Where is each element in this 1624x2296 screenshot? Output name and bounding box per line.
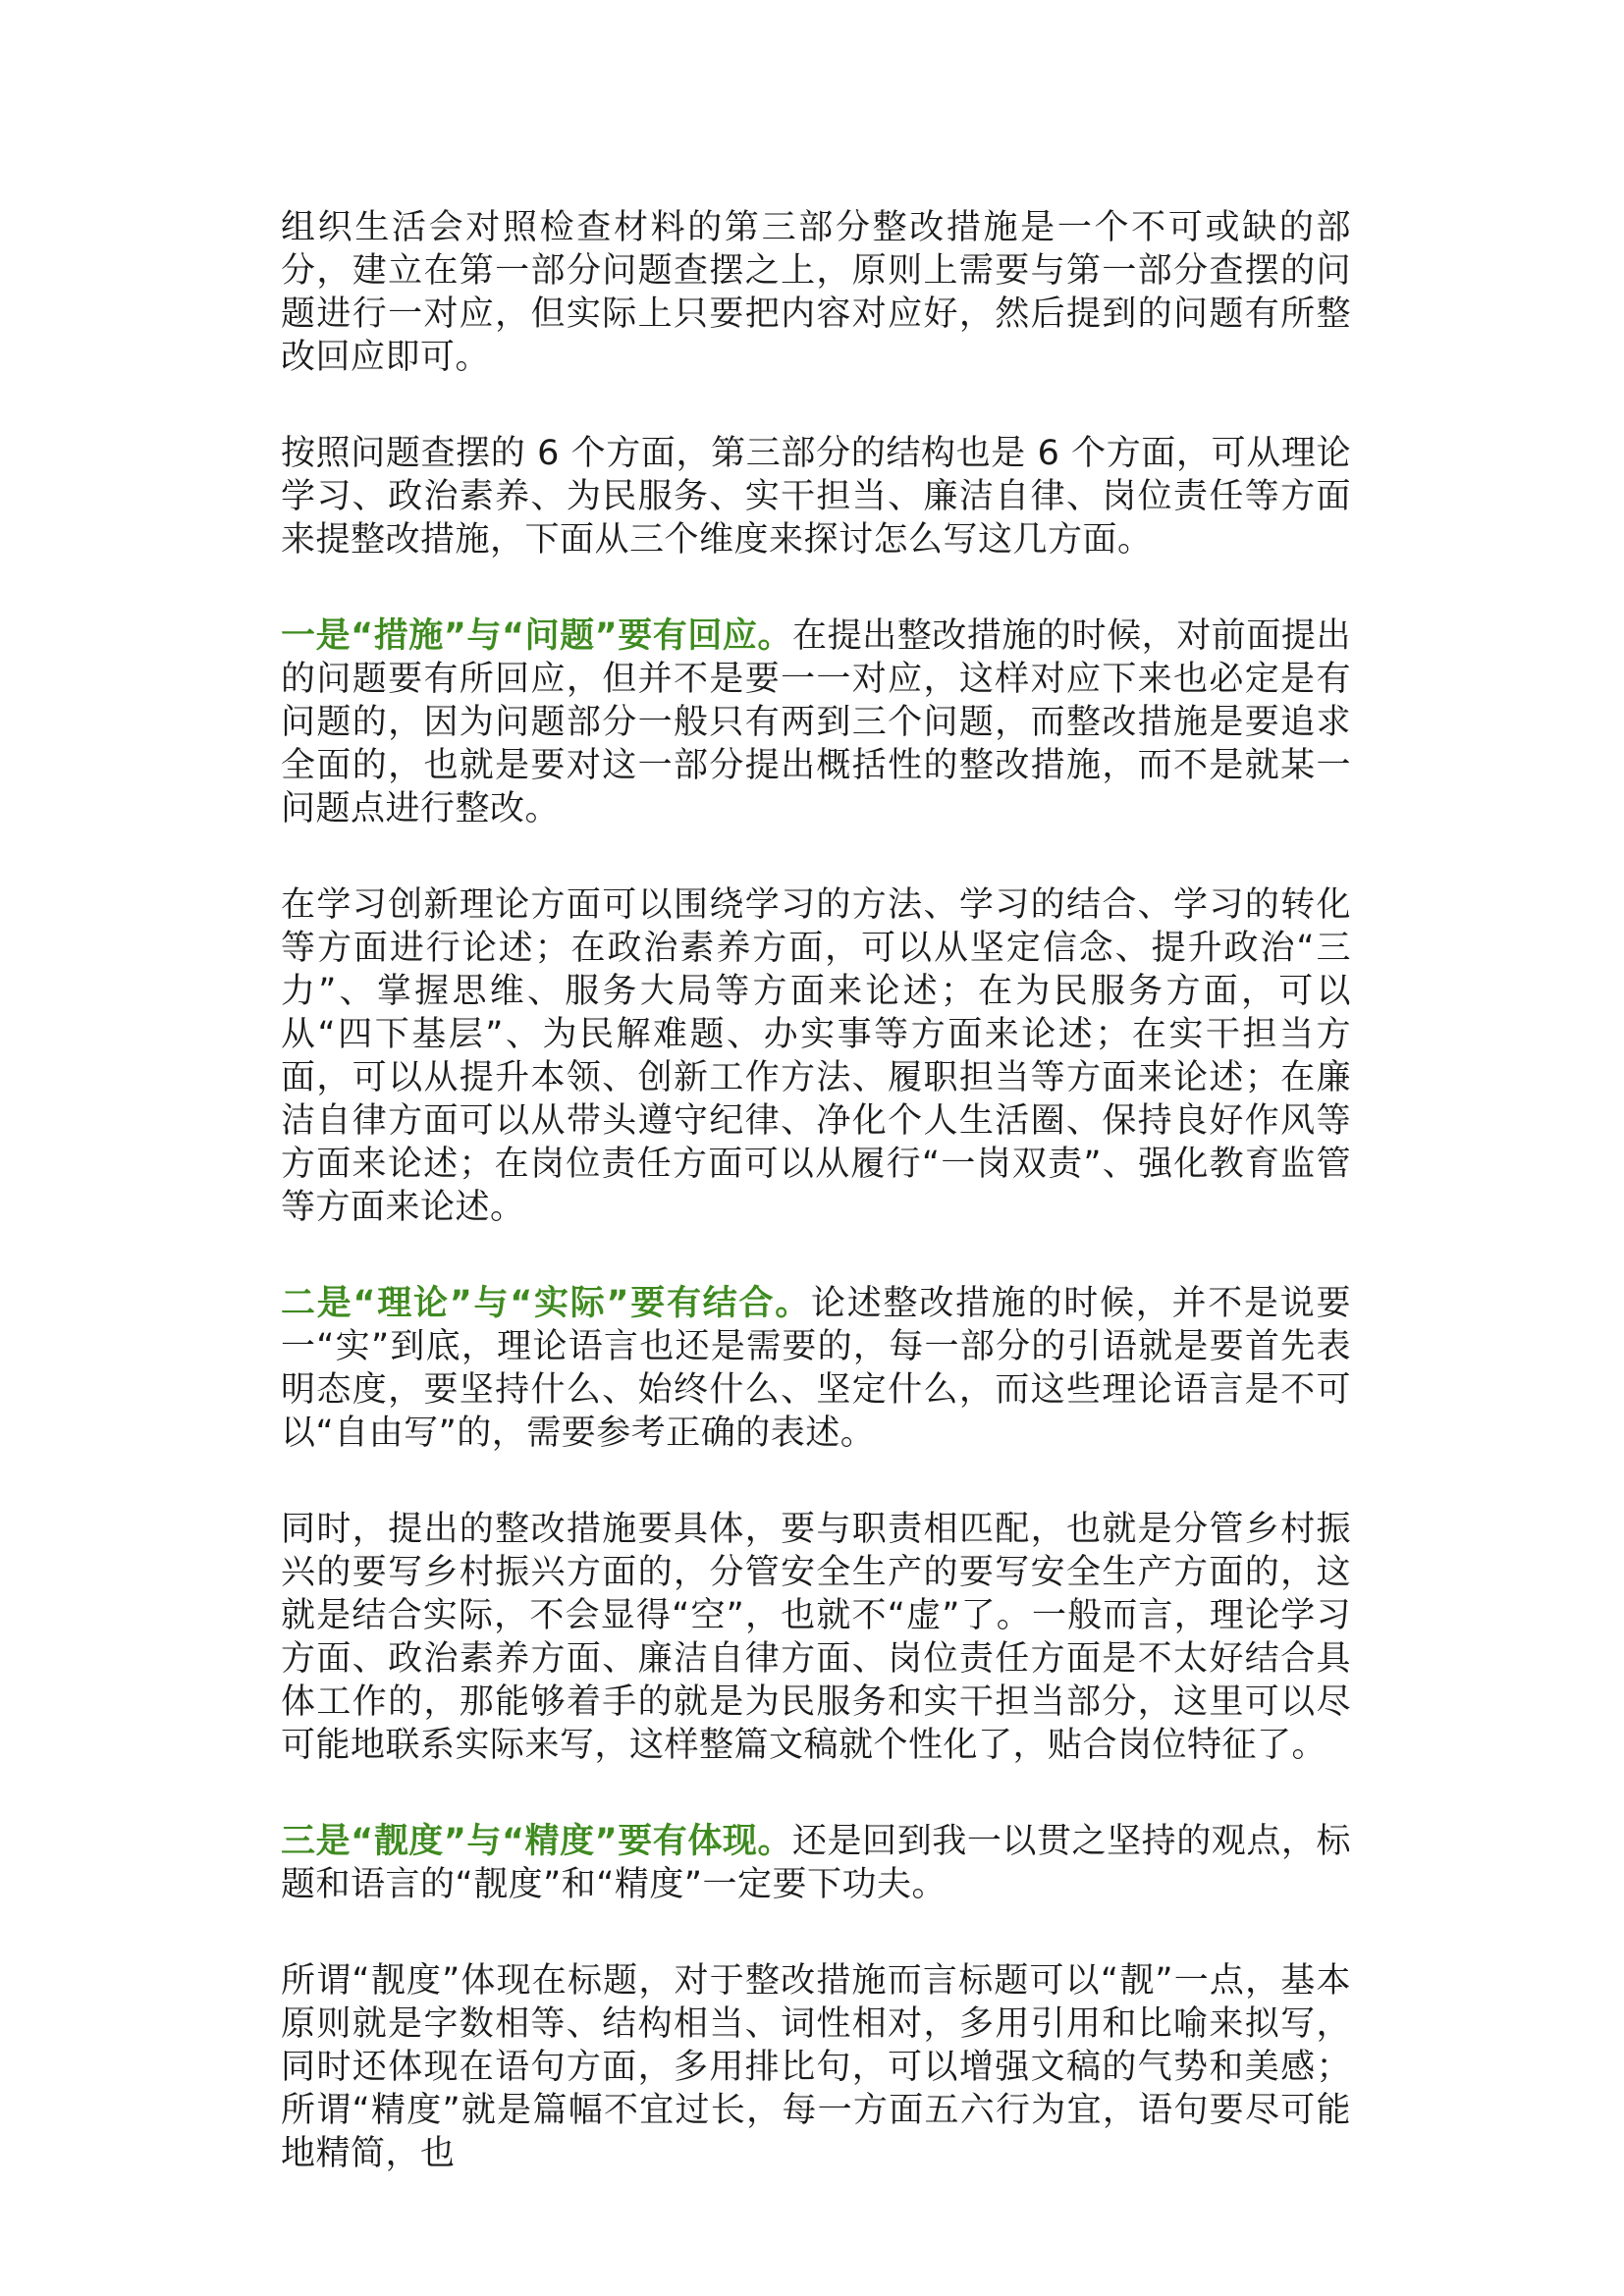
section-heading-two: 二是“理论”与“实际”要有结合。 bbox=[281, 1284, 811, 1323]
paragraph-point-three bbox=[281, 1820, 1351, 1906]
section-heading-one: 一是“措施”与“问题”要有回应。 bbox=[281, 616, 793, 656]
paragraph-point-two bbox=[281, 1282, 1351, 1455]
paragraph-concrete bbox=[281, 1508, 1351, 1767]
paragraph-text: 论述整改措施的时候，并不是说要一“实”到底，理论语言也还是需要的，每一部分的引语就是要首先表明态度，要坚持什么、始终什么、坚定什么，而这些理论语言是不可以“自由写”的，需要参考正确的表述。 bbox=[281, 1284, 1351, 1453]
paragraph-text: 按照问题查摆的 6 个方面，第三部分的结构也是 6 个方面，可从理论学习、政治素养、为民服务、实干担当、廉洁自律、岗位责任等方面来提整改措施，下面从三个维度来探讨怎么写这几方面。 bbox=[281, 434, 1351, 560]
paragraph-text: 在提出整改措施的时候，对前面提出的问题要有所回应，但并不是要一一对应，这样对应下来也必定是有问题的，因为问题部分一般只有两到三个问题，而整改措施是要追求全面的，也就是要对这一部分提出概括性的整改措施，而不是就某一问题点进行整改。 bbox=[281, 616, 1351, 828]
paragraph-structure bbox=[281, 432, 1351, 561]
paragraph-text: 同时，提出的整改措施要具体，要与职责相匹配，也就是分管乡村振兴的要写乡村振兴方面的，分管安全生产的要写安全生产方面的，这就是结合实际，不会显得“空”，也就不“虚”了。一般而言，理论学习方面、政治素养方面、廉洁自律方面、岗位责任方面是不太好结合具体工作的，那能够着手的就是为民服务和实干担当部分，这里可以尽可能地联系实际来写，这样整篇文稿就个性化了，贴合岗位特征了。 bbox=[281, 1510, 1351, 1765]
paragraph-text: 所谓“靓度”体现在标题，对于整改措施而言标题可以“靓”一点，基本原则就是字数相等、结构相当、词性相对，多用引用和比喻来拟写，同时还体现在语句方面，多用排比句，可以增强文稿的气势和美感；所谓“精度”就是篇幅不宜过长，每一方面五六行为宜，语句要尽可能地精简，也 bbox=[281, 1961, 1351, 2173]
paragraph-text: 组织生活会对照检查材料的第三部分整改措施是一个不可或缺的部分，建立在第一部分问题查摆之上，原则上需要与第一部分查摆的问题进行一对应，但实际上只要把内容对应好，然后提到的问题有所整改回应即可。 bbox=[281, 208, 1351, 377]
paragraph-text: 还是回到我一以贯之坚持的观点，标题和语言的“靓度”和“精度”一定要下功夫。 bbox=[281, 1822, 1351, 1904]
document-body bbox=[281, 206, 1351, 2228]
paragraph-intro bbox=[281, 206, 1351, 379]
paragraph-point-one bbox=[281, 614, 1351, 830]
paragraph-text: 在学习创新理论方面可以围绕学习的方法、学习的结合、学习的转化等方面进行论述；在政治素养方面，可以从坚定信念、提升政治“三力”、掌握思维、服务大局等方面来论述；在为民服务方面，可以从“四下基层”、为民解难题、办实事等方面来论述；在实干担当方面，可以从提升本领、创新工作方法、履职担当等方面来论述；在廉洁自律方面可以从带头遵守纪律、净化个人生活圈、保持良好作风等方面来论述；在岗位责任方面可以从履行“一岗双责”、强化教育监管等方面来论述。 bbox=[281, 885, 1351, 1227]
section-heading-three: 三是“靓度”与“精度”要有体现。 bbox=[281, 1822, 793, 1861]
paragraph-aspects bbox=[281, 883, 1351, 1229]
paragraph-style bbox=[281, 1959, 1351, 2175]
